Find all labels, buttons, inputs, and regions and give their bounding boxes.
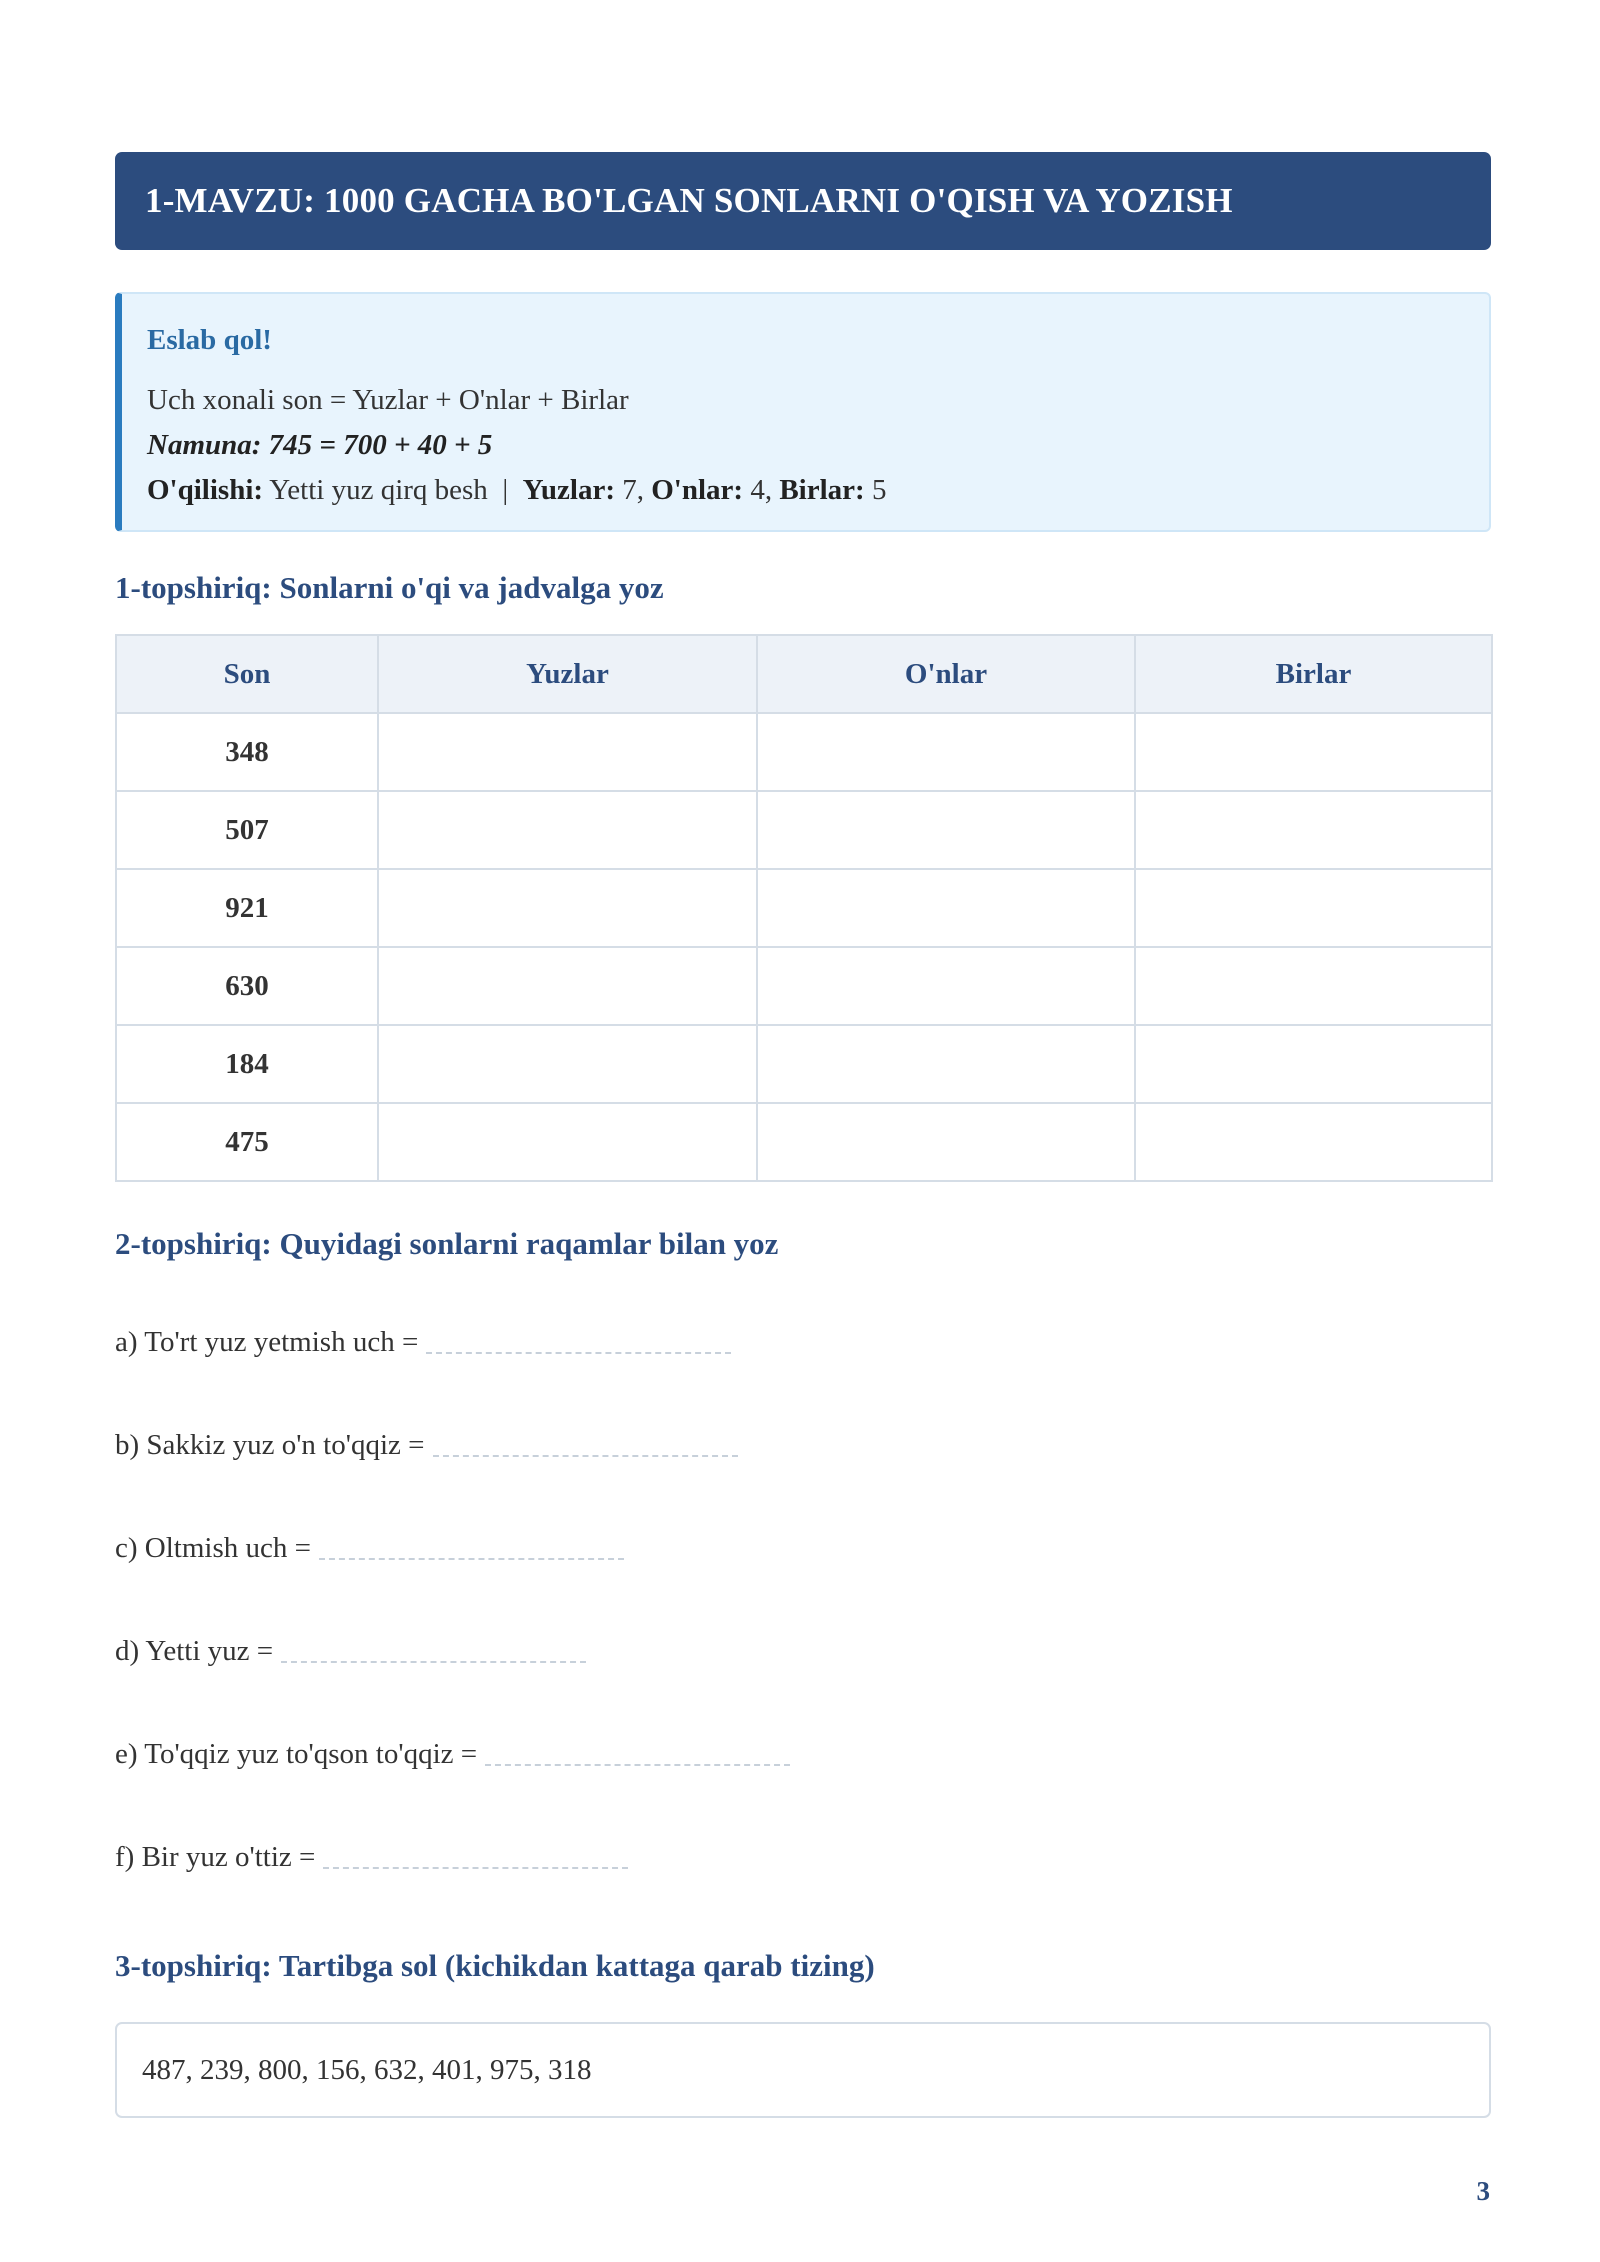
reading-value: Yetti yuz qirq besh xyxy=(269,474,488,506)
table-row xyxy=(116,1103,1492,1181)
ones-label: Birlar: xyxy=(779,474,865,506)
table-row xyxy=(116,713,1492,791)
number-cell: 630 xyxy=(116,947,378,1025)
list-item xyxy=(115,1326,1491,1429)
tens-cell[interactable] xyxy=(757,1025,1135,1103)
fill-item-text: c) Oltmish uch = xyxy=(115,1532,311,1564)
remember-title: Eslab qol! xyxy=(147,324,272,356)
list-item xyxy=(115,1841,1491,1944)
hundreds-cell[interactable] xyxy=(378,1025,757,1103)
table-row xyxy=(116,947,1492,1025)
column-header-son: Son xyxy=(116,635,378,713)
task2-title: 2-topshiriq: Quyidagi sonlarni raqamlar bilan yoz xyxy=(115,1226,779,1261)
tens-cell[interactable] xyxy=(757,713,1135,791)
tens-label: O'nlar: xyxy=(651,474,744,506)
topic-title: 1-MAVZU: 1000 GACHA BO'LGAN SONLARNI O'QISH VA YOZISH xyxy=(145,181,1233,220)
answer-blank[interactable] xyxy=(426,1326,731,1354)
place-value-table xyxy=(115,634,1493,1182)
numbers-to-order: 487, 239, 800, 156, 632, 401, 975, 318 xyxy=(142,2053,592,2086)
tens-cell[interactable] xyxy=(757,869,1135,947)
numbers-to-order-box xyxy=(115,2022,1491,2118)
ones-cell[interactable] xyxy=(1135,1025,1492,1103)
list-item xyxy=(115,1738,1491,1841)
remember-box xyxy=(115,292,1491,532)
fill-item-text: e) To'qqiz yuz to'qson to'qqiz = xyxy=(115,1738,478,1770)
reading-separator: | xyxy=(502,474,509,506)
hundreds-cell[interactable] xyxy=(378,791,757,869)
answer-blank[interactable] xyxy=(323,1841,628,1869)
tens-cell[interactable] xyxy=(757,791,1135,869)
ones-value: 5 xyxy=(871,474,887,506)
page-number: 3 xyxy=(1476,2176,1490,2206)
list-item xyxy=(115,1429,1491,1532)
worksheet-page xyxy=(115,152,1491,2118)
hundreds-label: Yuzlar: xyxy=(522,474,615,506)
ones-cell[interactable] xyxy=(1135,1103,1492,1181)
number-cell: 184 xyxy=(116,1025,378,1103)
table-row xyxy=(116,869,1492,947)
column-header-birlar: Birlar xyxy=(1135,635,1492,713)
fill-item-text: b) Sakkiz yuz o'n to'qqiz = xyxy=(115,1429,425,1461)
ones-cell[interactable] xyxy=(1135,947,1492,1025)
answer-blank[interactable] xyxy=(485,1738,790,1766)
number-cell: 348 xyxy=(116,713,378,791)
hundreds-cell[interactable] xyxy=(378,1103,757,1181)
list-item xyxy=(115,1532,1491,1635)
ones-cell[interactable] xyxy=(1135,791,1492,869)
task1-title: 1-topshiriq: Sonlarni o'qi va jadvalga yoz xyxy=(115,570,664,605)
fill-item-text: d) Yetti yuz = xyxy=(115,1635,274,1667)
remember-example: Namuna: 745 = 700 + 40 + 5 xyxy=(147,429,493,461)
topic-header xyxy=(115,152,1491,250)
answer-blank[interactable] xyxy=(319,1532,624,1560)
column-header-yuzlar: Yuzlar xyxy=(378,635,757,713)
fill-item-text: f) Bir yuz o'ttiz = xyxy=(115,1841,316,1873)
number-cell: 921 xyxy=(116,869,378,947)
hundreds-value: 7, xyxy=(622,474,644,506)
table-row xyxy=(116,791,1492,869)
tens-value: 4, xyxy=(750,474,773,506)
hundreds-cell[interactable] xyxy=(378,947,757,1025)
fill-in-list xyxy=(115,1326,1491,1944)
tens-cell[interactable] xyxy=(757,947,1135,1025)
number-cell: 475 xyxy=(116,1103,378,1181)
hundreds-cell[interactable] xyxy=(378,869,757,947)
remember-reading xyxy=(147,468,1489,513)
answer-blank[interactable] xyxy=(281,1635,586,1663)
reading-label: O'qilishi: xyxy=(147,474,264,506)
hundreds-cell[interactable] xyxy=(378,713,757,791)
table-row xyxy=(116,1025,1492,1103)
fill-item-text: a) To'rt yuz yetmish uch = xyxy=(115,1326,419,1358)
answer-blank[interactable] xyxy=(433,1429,738,1457)
column-header-onlar: O'nlar xyxy=(757,635,1135,713)
list-item xyxy=(115,1635,1491,1738)
tens-cell[interactable] xyxy=(757,1103,1135,1181)
remember-formula: Uch xonali son = Yuzlar + O'nlar + Birlar xyxy=(147,384,629,416)
number-cell: 507 xyxy=(116,791,378,869)
ones-cell[interactable] xyxy=(1135,713,1492,791)
ones-cell[interactable] xyxy=(1135,869,1492,947)
table-header-row xyxy=(116,635,1492,713)
task3-title: 3-topshiriq: Tartibga sol (kichikdan kattaga qarab tizing) xyxy=(115,1948,875,1983)
